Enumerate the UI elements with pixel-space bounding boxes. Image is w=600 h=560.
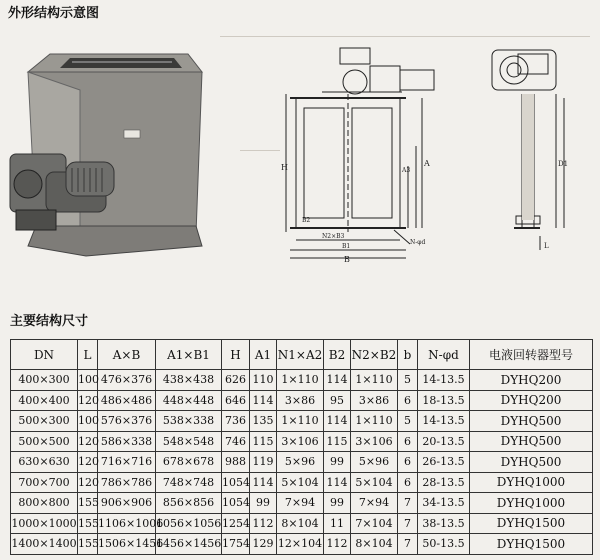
table-cell: 630×630 [11, 452, 78, 473]
table-cell: 34-13.5 [418, 493, 470, 514]
table-cell: DYHQ1000 [470, 493, 593, 514]
table-cell: 115 [324, 431, 351, 452]
table-cell: 678×678 [156, 452, 222, 473]
table-cell: 120 [78, 472, 98, 493]
dim-label-n2b3: N2×B3 [322, 233, 345, 240]
table-cell: DYHQ1500 [470, 513, 593, 534]
valve-photo [6, 50, 212, 282]
table-row [11, 390, 593, 411]
dim-label-b1: B1 [342, 243, 351, 250]
table-cell: 114 [324, 370, 351, 391]
dim-label-l: L [544, 242, 549, 250]
table-cell: 112 [324, 534, 351, 555]
table-cell: 7×94 [351, 493, 398, 514]
table-cell: 500×300 [11, 411, 78, 432]
table-cell: 26-13.5 [418, 452, 470, 473]
table-cell: 856×856 [156, 493, 222, 514]
table-cell: 736 [222, 411, 250, 432]
column-header: N2×B2 [351, 340, 398, 370]
table-cell: 38-13.5 [418, 513, 470, 534]
side-view-drawing [484, 46, 584, 264]
table-row [11, 370, 593, 391]
table-cell: 1×110 [277, 411, 324, 432]
table-cell: DYHQ200 [470, 390, 593, 411]
column-header: A×B [98, 340, 156, 370]
table-row [11, 452, 593, 473]
column-header: DN [11, 340, 78, 370]
table-cell: 5×104 [351, 472, 398, 493]
table-cell: DYHQ200 [470, 370, 593, 391]
table-cell: 99 [324, 493, 351, 514]
table-cell: 1754 [222, 534, 250, 555]
dim-label-a3: A3 [402, 167, 411, 174]
table-cell: 626 [222, 370, 250, 391]
table-cell: 7 [398, 513, 418, 534]
table-cell: 1054 [222, 472, 250, 493]
table-cell: 700×700 [11, 472, 78, 493]
table-cell: 11 [324, 513, 351, 534]
table-cell: 1056×1056 [156, 513, 222, 534]
table-cell: 6 [398, 390, 418, 411]
table-cell: 7×104 [351, 513, 398, 534]
table-row [11, 411, 593, 432]
table-cell: 114 [324, 472, 351, 493]
table-cell: 114 [250, 472, 277, 493]
table-cell: 18-13.5 [418, 390, 470, 411]
table-cell: 120 [78, 390, 98, 411]
table-cell: 12×104 [277, 534, 324, 555]
dim-label-b: B [344, 255, 350, 264]
table-cell: DYHQ500 [470, 431, 593, 452]
dim-label-d1: D1 [558, 160, 569, 168]
table-cell: 5×96 [277, 452, 324, 473]
table-row [11, 493, 593, 514]
table-cell: 486×486 [98, 390, 156, 411]
table-section-title: 主要结构尺寸 [10, 314, 89, 329]
table-row [11, 534, 593, 555]
table-cell: 716×716 [98, 452, 156, 473]
table-cell: 8×104 [277, 513, 324, 534]
table-cell: 14-13.5 [418, 370, 470, 391]
dim-label-nd: N-φd [410, 239, 426, 246]
table-row [11, 513, 593, 534]
table-cell: 786×786 [98, 472, 156, 493]
table-cell: 5 [398, 411, 418, 432]
table-cell: 112 [250, 513, 277, 534]
column-header: N1×A2 [277, 340, 324, 370]
table-cell: 1000×1000 [11, 513, 78, 534]
table-cell: DYHQ500 [470, 452, 593, 473]
table-cell: 3×106 [277, 431, 324, 452]
column-header: A1×B1 [156, 340, 222, 370]
scan-line [220, 36, 590, 37]
table-cell: 129 [250, 534, 277, 555]
dim-label-a: A [424, 159, 430, 168]
table-cell: 99 [250, 493, 277, 514]
table-cell: 120 [78, 431, 98, 452]
table-cell: 115 [250, 431, 277, 452]
table-cell: 1×110 [351, 370, 398, 391]
table-header-row [11, 340, 593, 370]
table-cell: 6 [398, 431, 418, 452]
table-cell: 14-13.5 [418, 411, 470, 432]
table-cell: 476×376 [98, 370, 156, 391]
table-cell: 1106×1006 [98, 513, 156, 534]
table-cell: 448×448 [156, 390, 222, 411]
scan-line [240, 150, 280, 151]
table-cell: 155 [78, 513, 98, 534]
table-cell: 586×338 [98, 431, 156, 452]
table-cell: 119 [250, 452, 277, 473]
table-row [11, 472, 593, 493]
table-cell: 746 [222, 431, 250, 452]
table-cell: 1×110 [277, 370, 324, 391]
table-cell: 7 [398, 493, 418, 514]
column-header: N-φd [418, 340, 470, 370]
table-cell: 1254 [222, 513, 250, 534]
dimension-table [10, 339, 593, 555]
table-cell: 800×800 [11, 493, 78, 514]
table-cell: 7×94 [277, 493, 324, 514]
table-cell: 5 [398, 370, 418, 391]
table-cell: 5×96 [351, 452, 398, 473]
table-cell: 400×300 [11, 370, 78, 391]
table-cell: 646 [222, 390, 250, 411]
table-cell: 988 [222, 452, 250, 473]
column-header: A1 [250, 340, 277, 370]
column-header: 电液回转器型号 [470, 340, 593, 370]
table-cell: 8×104 [351, 534, 398, 555]
column-header: L [78, 340, 98, 370]
table-cell: 548×548 [156, 431, 222, 452]
drawing-section-title: 外形结构示意图 [8, 6, 100, 21]
table-cell: 114 [324, 411, 351, 432]
table-cell: 1400×1400 [11, 534, 78, 555]
table-cell: 1×110 [351, 411, 398, 432]
table-cell: 1506×1456 [98, 534, 156, 555]
dim-label-h: H [281, 163, 288, 172]
table-body [11, 370, 593, 555]
table-cell: 538×338 [156, 411, 222, 432]
table-cell: 906×906 [98, 493, 156, 514]
table-cell: 6 [398, 452, 418, 473]
table-cell: DYHQ1000 [470, 472, 593, 493]
table-cell: 5×104 [277, 472, 324, 493]
table-cell: 1054 [222, 493, 250, 514]
table-cell: 100 [78, 370, 98, 391]
table-cell: 135 [250, 411, 277, 432]
table-cell: 438×438 [156, 370, 222, 391]
table-cell: 3×106 [351, 431, 398, 452]
table-cell: 576×376 [98, 411, 156, 432]
table-cell: 110 [250, 370, 277, 391]
column-header: H [222, 340, 250, 370]
front-view-drawing [282, 46, 452, 264]
table-cell: 3×86 [351, 390, 398, 411]
table-cell: 100 [78, 411, 98, 432]
table-cell: DYHQ1500 [470, 534, 593, 555]
table-cell: 120 [78, 452, 98, 473]
dim-label-b2: B2 [302, 217, 311, 224]
table-cell: 114 [250, 390, 277, 411]
table-cell: 95 [324, 390, 351, 411]
table-cell: 1456×1456 [156, 534, 222, 555]
table-cell: 748×748 [156, 472, 222, 493]
table-cell: 28-13.5 [418, 472, 470, 493]
table-cell: 155 [78, 493, 98, 514]
table-cell: 20-13.5 [418, 431, 470, 452]
table-cell: 99 [324, 452, 351, 473]
table-cell: DYHQ500 [470, 411, 593, 432]
column-header: B2 [324, 340, 351, 370]
table-cell: 50-13.5 [418, 534, 470, 555]
table-cell: 3×86 [277, 390, 324, 411]
table-cell: 500×500 [11, 431, 78, 452]
table-cell: 155 [78, 534, 98, 555]
table-cell: 400×400 [11, 390, 78, 411]
table-row [11, 431, 593, 452]
table-cell: 6 [398, 472, 418, 493]
table-cell: 7 [398, 534, 418, 555]
column-header: b [398, 340, 418, 370]
